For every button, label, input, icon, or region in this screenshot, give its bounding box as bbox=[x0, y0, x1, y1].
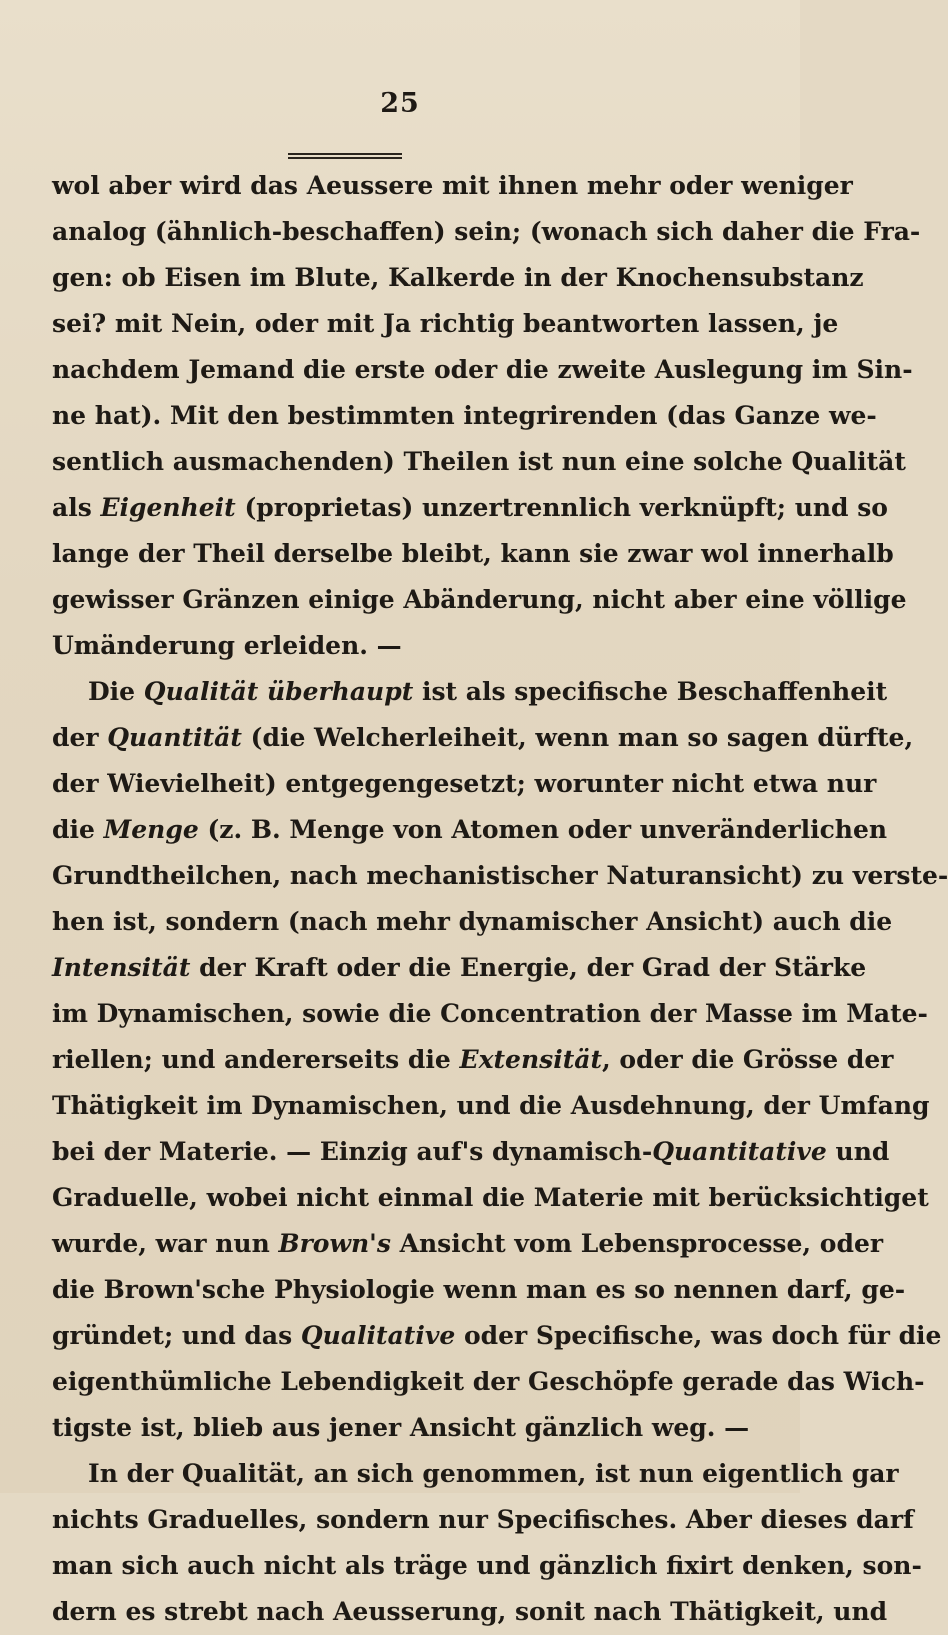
text-segment: riellen; und andererseits die bbox=[52, 1045, 460, 1074]
text-line bbox=[52, 485, 888, 531]
page-number-rule bbox=[288, 153, 402, 159]
text-segment: als bbox=[52, 493, 101, 522]
text-line bbox=[52, 209, 921, 255]
text-segment: Umänderung erleiden. — bbox=[52, 631, 402, 660]
text-segment: ist als specifische Beschaffenheit bbox=[413, 677, 888, 706]
text-segment: die bbox=[52, 815, 104, 844]
text-segment: (z. B. Menge von Atomen oder unveränderlichen bbox=[198, 815, 888, 844]
italic-term: Intensität bbox=[52, 953, 191, 982]
text-segment: Grundtheilchen, nach mechanistischer Naturansicht) zu verste- bbox=[52, 861, 948, 890]
text-line bbox=[52, 531, 894, 577]
text-line bbox=[52, 715, 914, 761]
text-line bbox=[52, 1497, 914, 1543]
text-segment: sei? mit Nein, oder mit Ja richtig beantworten lassen, je bbox=[52, 309, 839, 338]
italic-term: Qualität überhaupt bbox=[143, 677, 414, 706]
text-segment: dern es strebt nach Aeusserung, sonit nach Thätigkeit, und bbox=[52, 1597, 888, 1626]
paragraph bbox=[52, 163, 921, 669]
italic-term: Quantität bbox=[107, 723, 242, 752]
text-segment: (die Welcherleiheit, wenn man so sagen dürfte, bbox=[241, 723, 914, 752]
text-segment: wol aber wird das Aeussere mit ihnen mehr oder weniger bbox=[52, 171, 853, 200]
text-segment: hen ist, sondern (nach mehr dynamischer Ansicht) auch die bbox=[52, 907, 893, 936]
text-segment: der Wievielheit) entgegengesetzt; worunter nicht etwa nur bbox=[52, 769, 877, 798]
paragraph bbox=[52, 669, 948, 1451]
text-segment: Graduelle, wobei nicht einmal die Materie mit berücksichtiget bbox=[52, 1183, 929, 1212]
text-segment: sentlich ausmachenden) Theilen ist nun eine solche Qualität bbox=[52, 447, 906, 476]
text-segment: Ansicht vom Lebensprocesse, oder bbox=[390, 1229, 884, 1258]
text-segment: Die bbox=[88, 677, 144, 706]
text-line bbox=[52, 623, 722, 669]
text-line bbox=[52, 1405, 750, 1451]
text-segment: gen: ob Eisen im Blute, Kalkerde in der Knochensubstanz bbox=[52, 263, 864, 292]
text-line bbox=[52, 255, 864, 301]
text-segment: der Kraft oder die Energie, der Grad der Stärke bbox=[190, 953, 867, 982]
text-line bbox=[52, 669, 888, 715]
text-line bbox=[52, 163, 853, 209]
italic-term: Eigenheit bbox=[100, 493, 236, 522]
text-segment: eigenthümliche Lebendigkeit der Geschöpfe gerade das Wich- bbox=[52, 1367, 925, 1396]
text-segment: und bbox=[826, 1137, 890, 1166]
text-segment: wurde, war nun bbox=[52, 1229, 279, 1258]
text-segment: (proprietas) unzertrennlich verknüpft; und so bbox=[235, 493, 888, 522]
body-text bbox=[52, 163, 948, 1635]
text-line bbox=[52, 945, 867, 991]
text-line bbox=[52, 899, 893, 945]
text-segment: nichts Graduelles, sondern nur Specifisches. Aber dieses darf bbox=[52, 1505, 914, 1534]
paragraph bbox=[52, 1451, 922, 1635]
text-segment: der bbox=[52, 723, 108, 752]
text-segment: nachdem Jemand die erste oder die zweite Auslegung im Sin- bbox=[52, 355, 913, 384]
text-segment: oder Specifische, was doch für die bbox=[455, 1321, 942, 1350]
text-line bbox=[52, 1083, 930, 1129]
text-segment: man sich auch nicht als träge und gänzlich fixirt denken, son- bbox=[52, 1551, 922, 1580]
text-line bbox=[52, 1359, 925, 1405]
text-segment: In der Qualität, an sich genommen, ist nun eigentlich gar bbox=[88, 1459, 899, 1488]
text-segment: lange der Theil derselbe bleibt, kann sie zwar wol innerhalb bbox=[52, 539, 894, 568]
text-line bbox=[52, 991, 928, 1037]
text-line bbox=[52, 301, 839, 347]
text-line bbox=[52, 1175, 929, 1221]
italic-term: Qualitative bbox=[300, 1321, 456, 1350]
text-segment: im Dynamischen, sowie die Concentration der Masse im Mate- bbox=[52, 999, 928, 1028]
text-segment: die Brown'sche Physiologie wenn man es so nennen darf, ge- bbox=[52, 1275, 906, 1304]
text-line bbox=[52, 347, 913, 393]
text-segment: Thätigkeit im Dynamischen, und die Ausdehnung, der Umfang bbox=[52, 1091, 930, 1120]
text-line bbox=[52, 1129, 890, 1175]
page-number: 25 bbox=[380, 88, 420, 119]
italic-term: Brown's bbox=[278, 1229, 391, 1258]
italic-term: Menge bbox=[103, 815, 199, 844]
text-line bbox=[52, 1451, 899, 1497]
text-segment: ne hat). Mit den bestimmten integrirenden (das Ganze we- bbox=[52, 401, 877, 430]
text-line bbox=[52, 393, 877, 439]
text-segment: , oder die Grösse der bbox=[602, 1045, 894, 1074]
text-segment: tigste ist, blieb aus jener Ansicht gänzlich weg. — bbox=[52, 1413, 750, 1442]
text-line bbox=[52, 761, 877, 807]
text-segment: gründet; und das bbox=[52, 1321, 301, 1350]
text-line bbox=[52, 1221, 884, 1267]
text-line bbox=[52, 807, 888, 853]
italic-term: Extensität bbox=[459, 1045, 602, 1074]
italic-term: Quantitative bbox=[652, 1137, 827, 1166]
text-segment: gewisser Gränzen einige Abänderung, nicht aber eine völlige bbox=[52, 585, 907, 614]
text-segment: bei der Materie. — Einzig auf's dynamisch- bbox=[52, 1137, 653, 1166]
text-line bbox=[52, 439, 906, 485]
text-line bbox=[52, 1589, 888, 1635]
text-line bbox=[52, 1543, 922, 1589]
text-line bbox=[52, 1267, 906, 1313]
text-line bbox=[52, 1313, 942, 1359]
text-segment: analog (ähnlich-beschaffen) sein; (wonach sich daher die Fra- bbox=[52, 217, 921, 246]
text-line bbox=[52, 853, 948, 899]
text-line bbox=[52, 1037, 894, 1083]
text-line bbox=[52, 577, 907, 623]
